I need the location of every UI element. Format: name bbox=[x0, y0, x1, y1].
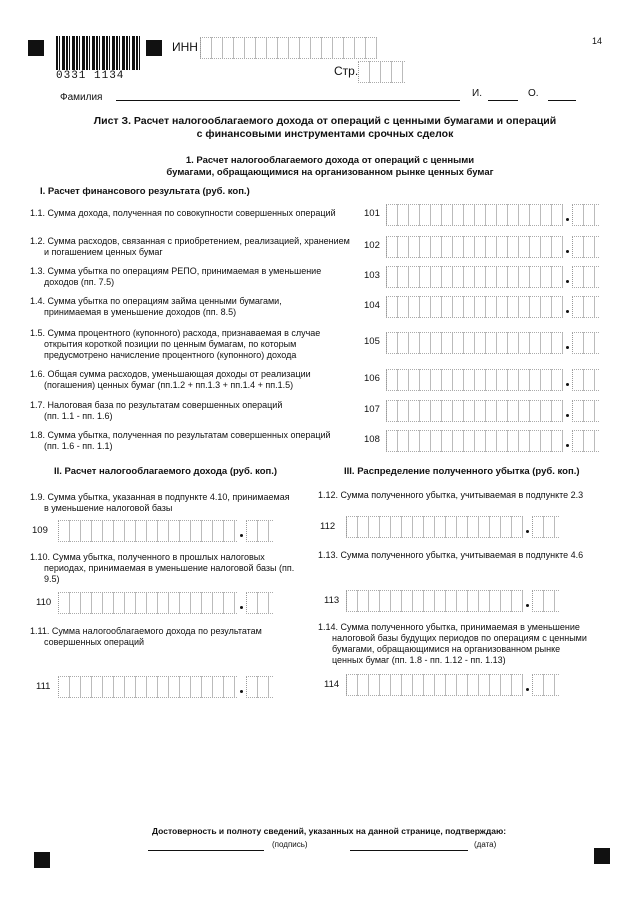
registration-mark-top-left bbox=[28, 40, 44, 56]
amount-field-113[interactable] bbox=[346, 590, 523, 612]
decimal-point bbox=[566, 218, 569, 221]
decimal-point bbox=[566, 346, 569, 349]
field-code-103: 103 bbox=[364, 270, 380, 281]
initial-i-label: И. bbox=[472, 88, 482, 99]
item-line: 1.6. Общая сумма расходов, уменьшающая доходы от реализации bbox=[30, 369, 311, 379]
decimal-point bbox=[566, 280, 569, 283]
item-line: 9.5) bbox=[44, 574, 60, 584]
item-text-108 bbox=[30, 430, 360, 452]
subtitle-line2: бумагами, обращающимися на организованном рынке ценных бумаг bbox=[166, 167, 494, 178]
decimal-point bbox=[240, 606, 243, 609]
registration-mark-top-right bbox=[146, 40, 162, 56]
surname-label: Фамилия bbox=[60, 92, 103, 103]
item-line: (пп. 1.1 - пп. 1.6) bbox=[44, 411, 113, 421]
field-code-102: 102 bbox=[364, 240, 380, 251]
item-text-109 bbox=[30, 492, 310, 514]
item-line: 1.1. Сумма дохода, полученная по совокупности совершенных операций bbox=[30, 208, 336, 218]
amount-field-111[interactable] bbox=[58, 676, 237, 698]
item-line: 1.14. Сумма полученного убытка, принимаемая в уменьшение bbox=[318, 622, 580, 632]
amount-field-110[interactable] bbox=[58, 592, 237, 614]
item-line: 1.2. Сумма расходов, связанная с приобретением, реализацией, хранением bbox=[30, 236, 350, 246]
field-code-114: 114 bbox=[324, 679, 340, 690]
page-field[interactable] bbox=[358, 61, 405, 83]
registration-mark-bottom-right bbox=[594, 848, 610, 864]
kopeck-field-106[interactable] bbox=[572, 369, 599, 391]
field-code-111: 111 bbox=[36, 681, 51, 692]
item-line: налоговой базы будущих периодов по операциям с ценными bbox=[332, 633, 587, 643]
item-text-112 bbox=[318, 490, 618, 501]
field-code-112: 112 bbox=[320, 521, 336, 532]
field-code-105: 105 bbox=[364, 336, 380, 347]
amount-field-109[interactable] bbox=[58, 520, 237, 542]
item-line: 1.3. Сумма убытка по операциям РЕПО, принимаемая в уменьшение bbox=[30, 266, 322, 276]
page-number: 14 bbox=[592, 36, 603, 46]
amount-field-106[interactable] bbox=[386, 369, 563, 391]
item-line: 1.5. Сумма процентного (купонного) расхода, признаваемая в случае bbox=[30, 328, 321, 338]
item-text-110 bbox=[30, 552, 310, 585]
kopeck-field-108[interactable] bbox=[572, 430, 599, 452]
item-line: в уменьшение налоговой базы bbox=[44, 503, 173, 513]
field-code-110: 110 bbox=[36, 597, 52, 608]
kopeck-field-114[interactable] bbox=[532, 674, 559, 696]
date-field[interactable] bbox=[350, 850, 468, 851]
decimal-point bbox=[526, 688, 529, 691]
item-text-107 bbox=[30, 400, 360, 422]
decimal-point bbox=[526, 604, 529, 607]
amount-field-105[interactable] bbox=[386, 332, 563, 354]
item-line: 1.7. Налоговая база по результатам совершенных операций bbox=[30, 400, 283, 410]
kopeck-field-104[interactable] bbox=[572, 296, 599, 318]
section3-heading: III. Распределение полученного убытка (руб. коп.) bbox=[344, 466, 580, 477]
item-text-106 bbox=[30, 369, 360, 391]
item-line: доходов (пп. 7.5) bbox=[44, 277, 115, 287]
field-code-101: 101 bbox=[364, 208, 380, 219]
item-text-102 bbox=[30, 236, 360, 258]
page-label: Стр. bbox=[334, 64, 359, 78]
item-line: 1.9. Сумма убытка, указанная в подпункте 4.10, принимаемая bbox=[30, 492, 290, 502]
item-line: 1.13. Сумма полученного убытка, учитываемая в подпункте 4.6 bbox=[318, 550, 584, 560]
confirmation-text: Достоверность и полноту сведений, указанных на данной странице, подтверждаю: bbox=[152, 826, 507, 836]
amount-field-114[interactable] bbox=[346, 674, 523, 696]
item-text-103 bbox=[30, 266, 360, 288]
decimal-point bbox=[240, 690, 243, 693]
inn-field[interactable] bbox=[200, 37, 377, 59]
sheet-title bbox=[80, 115, 570, 141]
item-line: периодах, принимаемая в уменьшение налоговой базы (пп. bbox=[44, 563, 295, 573]
decimal-point bbox=[566, 310, 569, 313]
field-code-109: 109 bbox=[32, 525, 48, 536]
kopeck-field-105[interactable] bbox=[572, 332, 599, 354]
initial-o-label: О. bbox=[528, 88, 539, 99]
initial-o-field[interactable] bbox=[548, 100, 576, 101]
decimal-point bbox=[240, 534, 243, 537]
kopeck-field-113[interactable] bbox=[532, 590, 559, 612]
inn-label: ИНН bbox=[172, 40, 198, 54]
sheet-title-line2: с финансовыми инструментами срочных сделок bbox=[196, 128, 454, 140]
field-code-107: 107 bbox=[364, 404, 380, 415]
amount-field-112[interactable] bbox=[346, 516, 523, 538]
subtitle-line1: 1. Расчет налогооблагаемого дохода от операций с ценными bbox=[185, 155, 475, 166]
item-text-113 bbox=[318, 550, 618, 561]
item-line: открытия короткой позиции по ценным бумагам, по которым bbox=[44, 339, 297, 349]
amount-field-108[interactable] bbox=[386, 430, 563, 452]
kopeck-field-110[interactable] bbox=[246, 592, 273, 614]
item-line: (погашения) ценных бумаг (пп.1.2 + пп.1.3 + пп.1.4 + пп.1.5) bbox=[44, 380, 294, 390]
item-line: 1.12. Сумма полученного убытка, учитываемая в подпункте 2.3 bbox=[318, 490, 584, 500]
item-text-111 bbox=[30, 626, 310, 648]
barcode-number: 0331 1134 bbox=[56, 70, 125, 82]
item-line: ценных бумаг (пп. 1.8 - пп. 1.12 - пп. 1.13) bbox=[332, 655, 506, 665]
item-line: (пп. 1.6 - пп. 1.1) bbox=[44, 441, 113, 451]
amount-field-101[interactable] bbox=[386, 204, 563, 226]
item-text-101 bbox=[30, 208, 360, 219]
date-label: (дата) bbox=[474, 840, 497, 849]
barcode bbox=[56, 36, 141, 70]
field-code-104: 104 bbox=[364, 300, 380, 311]
kopeck-field-107[interactable] bbox=[572, 400, 599, 422]
kopeck-field-102[interactable] bbox=[572, 236, 599, 258]
surname-field[interactable] bbox=[116, 100, 460, 101]
amount-field-103[interactable] bbox=[386, 266, 563, 288]
registration-mark-bottom-left bbox=[34, 852, 50, 868]
decimal-point bbox=[566, 383, 569, 386]
item-line: предусмотрено начисление процентного (купонного) дохода bbox=[44, 350, 297, 360]
amount-field-107[interactable] bbox=[386, 400, 563, 422]
signature-field[interactable] bbox=[148, 850, 264, 851]
item-line: принимаемая в уменьшение доходов (пп. 8.5) bbox=[44, 307, 237, 317]
kopeck-field-111[interactable] bbox=[246, 676, 273, 698]
item-line: и погашением ценных бумаг bbox=[44, 247, 163, 257]
decimal-point bbox=[566, 250, 569, 253]
section1-heading: I. Расчет финансового результата (руб. коп.) bbox=[40, 186, 250, 197]
field-code-106: 106 bbox=[364, 373, 380, 384]
decimal-point bbox=[526, 530, 529, 533]
sheet-title-line1: Лист З. Расчет налогооблагаемого дохода от операций с ценными бумагами и операций bbox=[93, 115, 557, 127]
kopeck-field-109[interactable] bbox=[246, 520, 273, 542]
signature-label: (подпись) bbox=[272, 840, 308, 849]
kopeck-field-101[interactable] bbox=[572, 204, 599, 226]
kopeck-field-112[interactable] bbox=[532, 516, 559, 538]
item-line: 1.8. Сумма убытка, полученная по результатам совершенных операций bbox=[30, 430, 331, 440]
item-line: 1.11. Сумма налогооблагаемого дохода по результатам bbox=[30, 626, 262, 636]
item-line: совершенных операций bbox=[44, 637, 145, 647]
amount-field-102[interactable] bbox=[386, 236, 563, 258]
field-code-108: 108 bbox=[364, 434, 380, 445]
item-line: 1.10. Сумма убытка, полученного в прошлых налоговых bbox=[30, 552, 265, 562]
section-subtitle bbox=[120, 155, 540, 179]
decimal-point bbox=[566, 414, 569, 417]
item-line: 1.4. Сумма убытка по операциям займа ценными бумагами, bbox=[30, 296, 282, 306]
field-code-113: 113 bbox=[324, 595, 340, 606]
item-line: бумагами, обращающимися на организованном рынке bbox=[332, 644, 561, 654]
kopeck-field-103[interactable] bbox=[572, 266, 599, 288]
item-text-104 bbox=[30, 296, 360, 318]
amount-field-104[interactable] bbox=[386, 296, 563, 318]
item-text-105 bbox=[30, 328, 360, 361]
decimal-point bbox=[566, 444, 569, 447]
initial-i-field[interactable] bbox=[488, 100, 518, 101]
item-text-114 bbox=[318, 622, 618, 666]
section2-heading: II. Расчет налогооблагаемого дохода (руб. коп.) bbox=[54, 466, 278, 477]
